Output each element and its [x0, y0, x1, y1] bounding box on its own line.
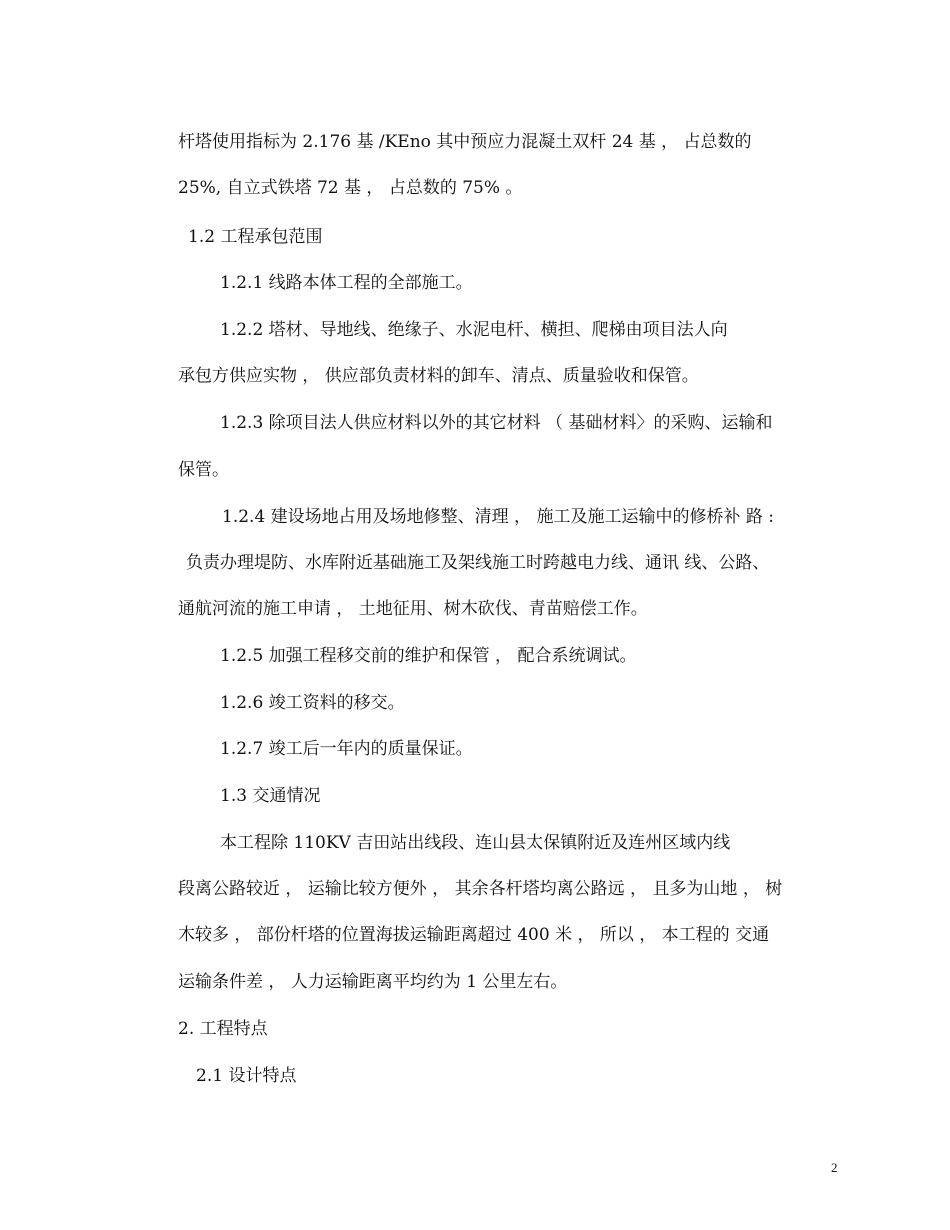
text-line: 运输条件差 ， 人力运输距离平均约为 1 公里左右。 [178, 972, 568, 992]
section-heading: 1.2 工程承包范围 [188, 227, 323, 247]
text-line: 本工程除 110KV 吉田站出线段、连山县太保镇附近及连州区域内线 [220, 833, 731, 853]
text-line: 1.2.4 建设场地占用及场地修整、清理 ， 施工及施工运输中的修桥补 路 : [222, 507, 775, 527]
text-line: 杆塔使用指标为 2.176 基 /KEno 其中预应力混凝土双杆 24 基 ， 占总数的 [178, 132, 752, 152]
text-line: 保管。 [178, 460, 229, 480]
text-line: 1.2.5 加强工程移交前的维护和保管 ， 配合系统调试。 [220, 646, 637, 666]
text-line: 承包方供应实物 ， 供应部负责材料的卸车、清点、质量验收和保管。 [178, 366, 699, 386]
text-line: 负责办理堤防、水库附近基础施工及架线施工时跨越电力线、通讯 线、公路、 [186, 553, 770, 573]
text-line: 1.2.2 塔材、导地线、绝缘子、水泥电杆、横担、爬梯由项目法人向 [220, 320, 728, 340]
text-line: 25%, 自立式铁塔 72 基 ， 占总数的 75% 。 [178, 178, 523, 198]
text-line: 1.2.3 除项目法人供应材料以外的其它材料 （ 基础材料〉的采购、运输和 [220, 413, 773, 433]
text-line: 木较多 ， 部份杆塔的位置海拔运输距离超过 400 米 ， 所以 ， 本工程的 交通 [178, 925, 770, 945]
text-line: 1.2.6 竣工资料的移交。 [220, 693, 405, 713]
text-line: 段离公路较近 ， 运输比较方便外 ， 其余各杆塔均离公路远 ， 且多为山地 ， 树 [178, 879, 783, 899]
section-heading: 2. 工程特点 [178, 1019, 268, 1039]
page-number: 2 [831, 1160, 838, 1175]
text-line: 1.2.7 竣工后一年内的质量保证。 [220, 739, 473, 759]
text-line: 1.2.1 线路本体工程的全部施工。 [220, 273, 473, 293]
section-heading: 2.1 设计特点 [196, 1066, 297, 1086]
text-line: 通航河流的施工申请 ， 土地征用、树木砍伐、青苗赔偿工作。 [178, 599, 648, 619]
section-heading: 1.3 交通情况 [220, 786, 321, 806]
